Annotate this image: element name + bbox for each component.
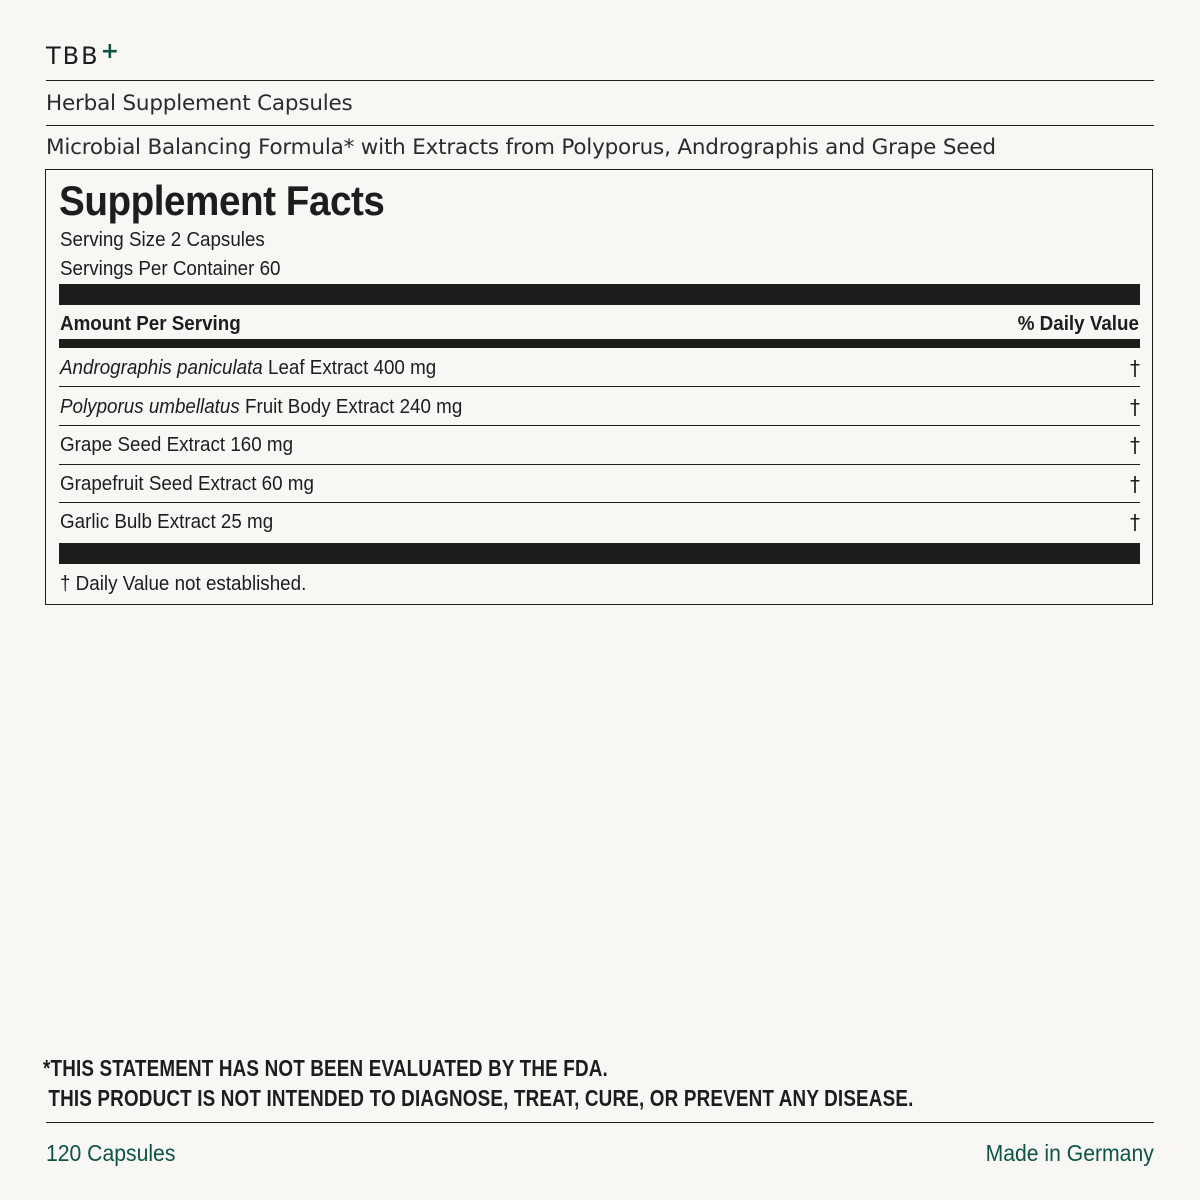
- ingredient-dv: †: [1130, 356, 1140, 380]
- ingredient-label: [60, 508, 273, 536]
- daily-value-footnote: † Daily Value not established.: [60, 573, 307, 595]
- ingredient-row: [59, 465, 1140, 503]
- ingredient-detail: Fruit Body Extract 240 mg: [239, 396, 463, 418]
- ingredient-row: [59, 388, 1140, 426]
- row-divider: [59, 386, 1140, 387]
- thick-divider-bottom: [59, 543, 1140, 564]
- ingredient-row: [59, 349, 1140, 387]
- ingredient-label: [60, 393, 462, 421]
- ingredient-dv: †: [1130, 510, 1140, 534]
- ingredient-row: [59, 426, 1140, 464]
- fda-disclaimer-line-2: THIS PRODUCT IS NOT INTENDED TO DIAGNOSE, TREAT, CURE, OR PREVENT ANY DISEASE.: [43, 1085, 914, 1111]
- facts-title: Supplement Facts: [59, 177, 385, 224]
- header-divider-1: [46, 80, 1154, 81]
- ingredient-detail: Grape Seed Extract 160 mg: [60, 434, 294, 456]
- ingredient-label: [60, 431, 293, 459]
- brand-plus-mark: +: [100, 39, 122, 64]
- daily-value-header: % Daily Value: [1017, 313, 1139, 335]
- servings-per-container: Servings Per Container 60: [60, 258, 281, 280]
- ingredient-latin-name: Andrographis paniculata: [60, 357, 263, 379]
- ingredient-label: [60, 354, 436, 382]
- amount-per-serving-header: Amount Per Serving: [60, 313, 241, 335]
- capsule-count: 120 Capsules: [46, 1140, 176, 1166]
- product-description: Microbial Balancing Formula* with Extracts from Polyporus, Andrographis and Grape Seed: [46, 135, 996, 160]
- ingredient-dv: †: [1130, 395, 1140, 419]
- header-divider-2: [46, 125, 1154, 126]
- ingredient-row: [59, 503, 1140, 541]
- medium-divider: [59, 339, 1140, 348]
- ingredient-detail: Leaf Extract 400 mg: [262, 357, 437, 379]
- fda-disclaimer-line-1: *THIS STATEMENT HAS NOT BEEN EVALUATED BY THE FDA.: [43, 1055, 608, 1081]
- ingredient-label: [60, 470, 314, 498]
- ingredient-dv: †: [1130, 472, 1140, 496]
- serving-size: Serving Size 2 Capsules: [60, 229, 265, 251]
- brand-name: TBB: [46, 42, 100, 70]
- brand-logo: [46, 40, 121, 74]
- supplement-facts-panel: [45, 169, 1153, 605]
- thick-divider-top: [59, 284, 1140, 305]
- ingredient-dv: †: [1130, 433, 1140, 457]
- ingredient-detail: Grapefruit Seed Extract 60 mg: [60, 473, 314, 495]
- footer-divider: [46, 1122, 1154, 1123]
- ingredient-detail: Garlic Bulb Extract 25 mg: [60, 511, 274, 533]
- country-of-origin: Made in Germany: [985, 1140, 1154, 1166]
- ingredient-latin-name: Polyporus umbellatus: [60, 396, 240, 418]
- product-type: Herbal Supplement Capsules: [46, 91, 353, 116]
